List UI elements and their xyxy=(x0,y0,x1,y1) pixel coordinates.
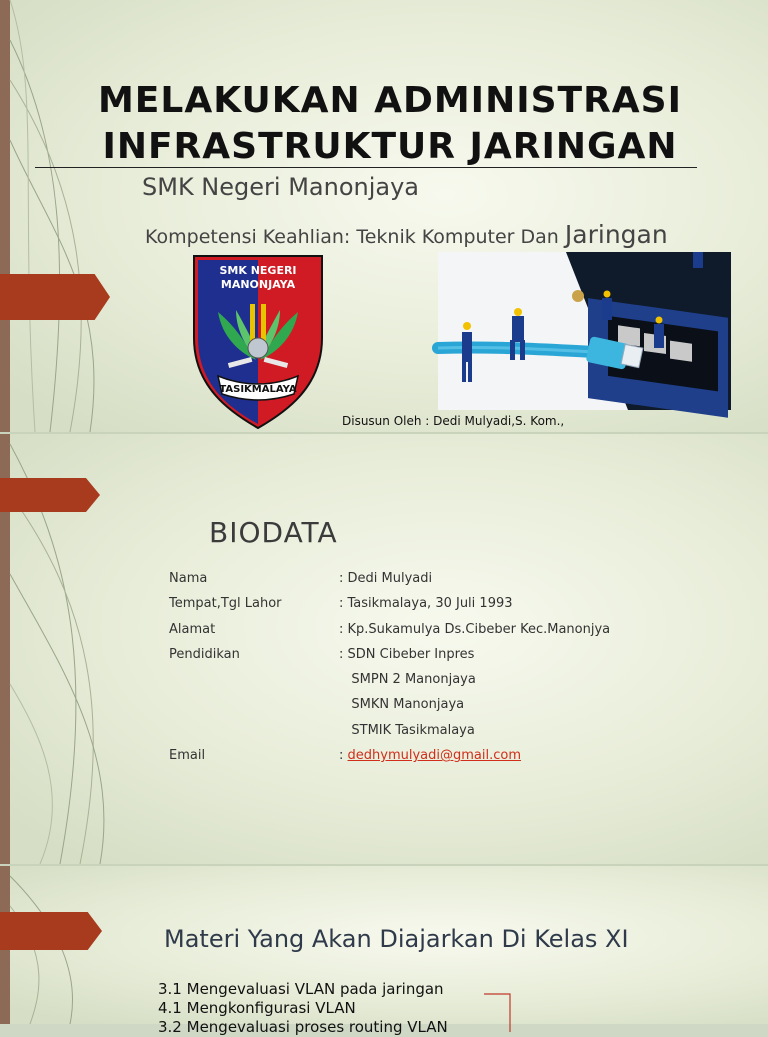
field-value: : Kp.Sukamulya Ds.Cibeber Kec.Manonjya xyxy=(339,621,611,637)
field-label: Nama xyxy=(169,571,208,586)
network-cable-photo xyxy=(438,252,731,410)
logo-line-1: SMK NEGERI xyxy=(219,264,297,277)
biodata-title: BIODATA xyxy=(209,516,338,549)
school-logo xyxy=(188,252,328,430)
field-value: : SDN Cibeber Inpres xyxy=(339,646,475,662)
list-item: 4.1 Mengkonfigurasi VLAN xyxy=(158,999,356,1017)
list-item: 3.2 Mengevaluasi proses routing VLAN xyxy=(158,1018,448,1036)
email-value xyxy=(339,743,521,768)
field-value: SMPN 2 Manonjaya xyxy=(339,672,476,688)
field-label: Alamat xyxy=(169,621,216,637)
field-label: Tempat,Tgl Lahor xyxy=(169,596,282,612)
email-link[interactable]: dedhymulyadi@gmail.com xyxy=(347,748,521,764)
school-name: SMK Negeri Manonjaya xyxy=(142,173,419,201)
arrow-marker xyxy=(0,912,102,950)
presentation-title xyxy=(60,78,720,170)
arrow-marker xyxy=(0,478,100,512)
email-label: Email xyxy=(169,748,206,764)
bracket-mark xyxy=(484,992,514,1032)
field-value: : Dedi Mulyadi xyxy=(339,571,433,586)
list-item: 3.1 Mengevaluasi VLAN pada jaringan xyxy=(158,980,444,998)
gear-icon xyxy=(248,338,268,358)
author-credit: Disusun Oleh : Dedi Mulyadi,S. Kom., xyxy=(342,414,565,428)
decorative-swirl xyxy=(0,0,120,432)
arrow-marker xyxy=(0,274,110,320)
slide-materials xyxy=(0,866,768,1036)
field-value: SMKN Manonjaya xyxy=(339,697,465,713)
field-value: STMIK Tasikmalaya xyxy=(339,722,475,738)
title-line-2: INFRASTRUKTUR JARINGAN xyxy=(102,126,678,167)
title-underline xyxy=(35,167,697,168)
competency-last-word: Jaringan xyxy=(564,220,668,249)
slide-biodata xyxy=(0,434,768,864)
competency-text xyxy=(145,220,668,249)
field-label: Pendidikan xyxy=(169,646,240,662)
title-line-1: MELAKUKAN ADMINISTRASI xyxy=(97,80,682,121)
field-value: : Tasikmalaya, 30 Juli 1993 xyxy=(339,596,513,612)
logo-line-2: MANONJAYA xyxy=(220,278,296,291)
materials-list xyxy=(158,980,448,1037)
slide-title xyxy=(0,0,768,432)
logo-ribbon-text: TASIKMALAYA xyxy=(219,384,297,395)
competency-prefix: Kompetensi Keahlian: Teknik Komputer Dan xyxy=(145,226,565,248)
email-separator: : xyxy=(339,748,348,764)
materials-title: Materi Yang Akan Diajarkan Di Kelas XI xyxy=(164,925,629,953)
